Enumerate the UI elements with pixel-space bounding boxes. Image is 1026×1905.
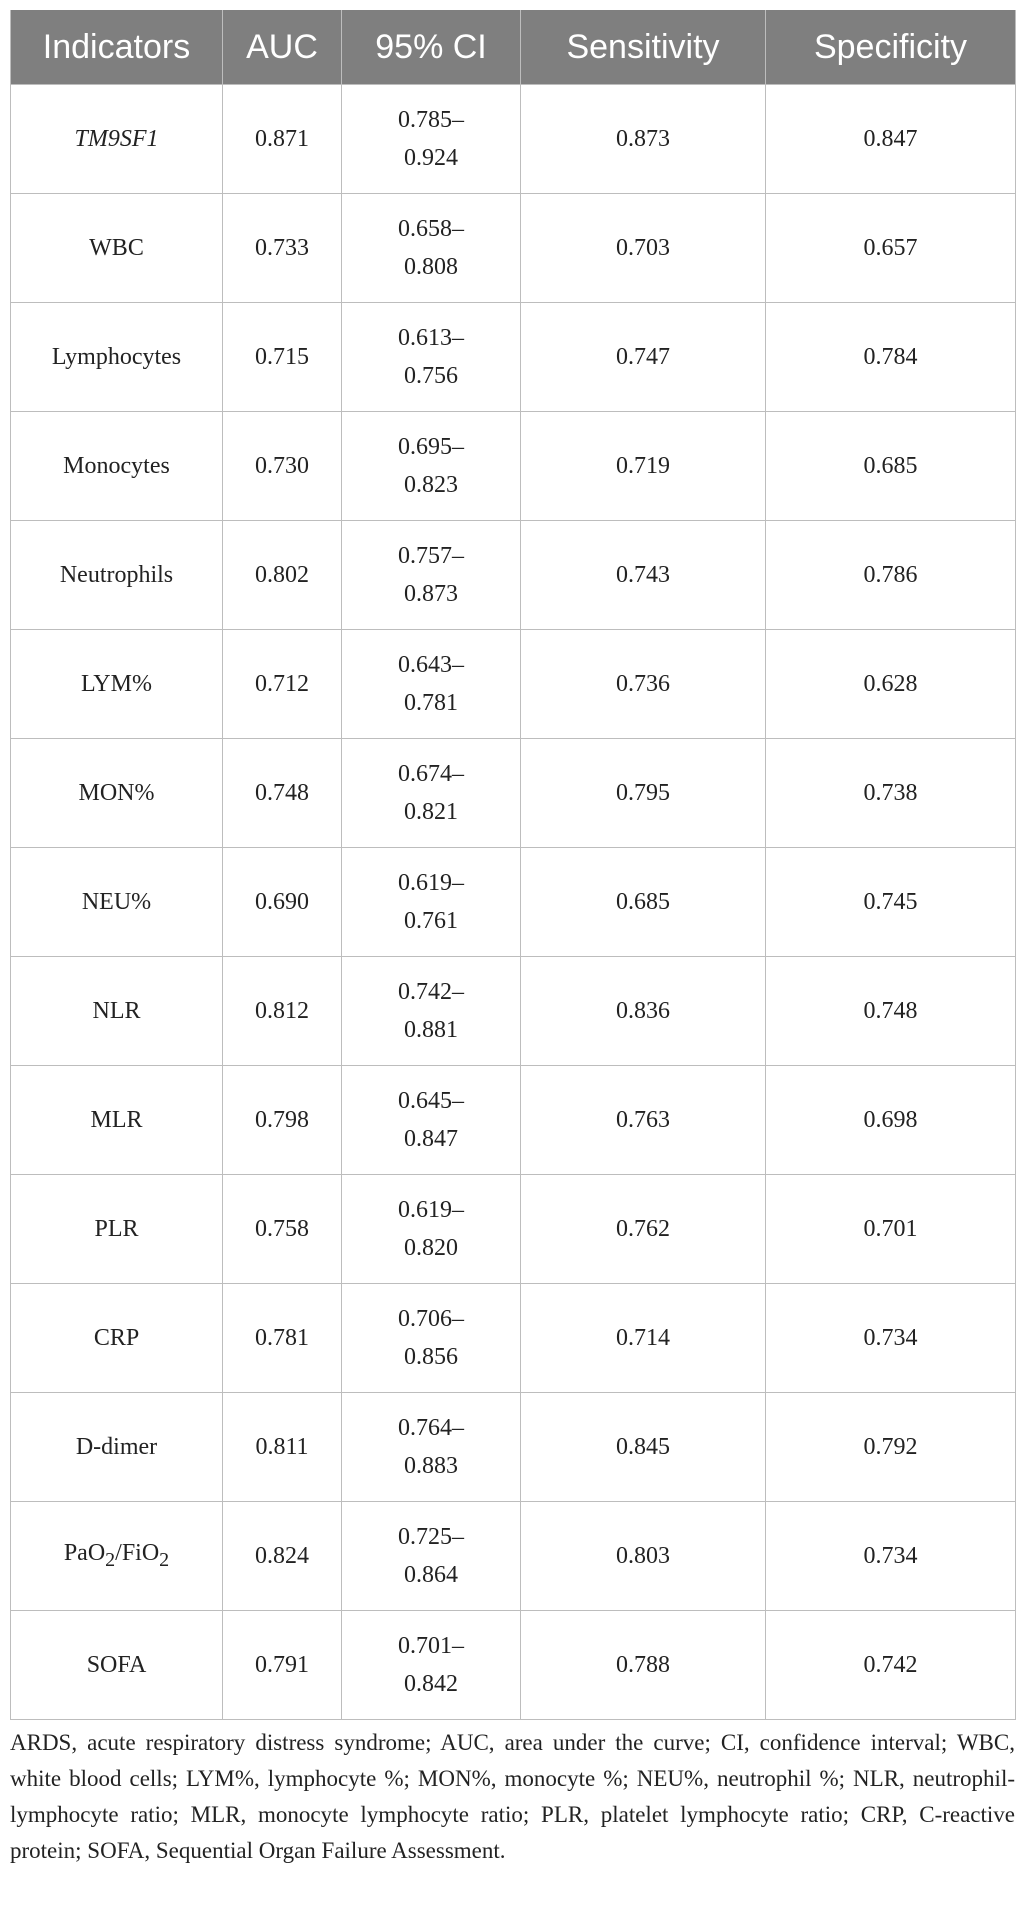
sensitivity-cell: 0.714 (521, 1284, 766, 1393)
indicator-label: Lymphocytes (51, 344, 182, 370)
ci-upper: 0.821 (404, 799, 458, 825)
sensitivity-cell: 0.836 (521, 957, 766, 1066)
indicator-cell (11, 1066, 223, 1175)
indicator-cell (11, 85, 223, 194)
ci-upper: 0.781 (404, 690, 458, 716)
indicator-label: NEU% (81, 889, 152, 915)
ci-upper: 0.924 (404, 145, 458, 171)
ci-upper: 0.856 (404, 1344, 458, 1370)
table-row (11, 848, 1016, 957)
specificity-cell: 0.745 (766, 848, 1016, 957)
indicator-cell (11, 1284, 223, 1393)
sensitivity-cell: 0.762 (521, 1175, 766, 1284)
specificity-cell: 0.792 (766, 1393, 1016, 1502)
sensitivity-cell: 0.788 (521, 1611, 766, 1720)
ci-cell (342, 521, 521, 630)
indicator-label: Neutrophils (59, 562, 174, 588)
ci-cell (342, 1066, 521, 1175)
ci-lower: 0.701– (398, 1633, 464, 1659)
auc-cell: 0.781 (223, 1284, 342, 1393)
auc-cell: 0.812 (223, 957, 342, 1066)
ci-upper: 0.761 (404, 908, 458, 934)
ci-upper: 0.756 (404, 363, 458, 389)
indicator-cell (11, 630, 223, 739)
specificity-cell: 0.786 (766, 521, 1016, 630)
indicator-label: SOFA (86, 1652, 147, 1678)
auc-cell: 0.824 (223, 1502, 342, 1611)
sensitivity-cell: 0.747 (521, 303, 766, 412)
indicator-label: TM9SF1 (74, 126, 159, 152)
header-sensitivity: Sensitivity (521, 10, 766, 85)
ci-lower: 0.658– (398, 216, 464, 242)
ci-lower: 0.785– (398, 107, 464, 133)
table-row (11, 1502, 1016, 1611)
indicator-cell (11, 848, 223, 957)
auc-cell: 0.798 (223, 1066, 342, 1175)
indicator-subscript: 2 (159, 1548, 170, 1571)
auc-cell: 0.730 (223, 412, 342, 521)
indicator-label: MLR (90, 1107, 143, 1133)
table-row (11, 1175, 1016, 1284)
auc-cell: 0.811 (223, 1393, 342, 1502)
auc-cell: 0.733 (223, 194, 342, 303)
ci-cell (342, 1175, 521, 1284)
table-row (11, 1066, 1016, 1175)
ci-cell (342, 1611, 521, 1720)
auc-cell: 0.715 (223, 303, 342, 412)
table-row (11, 1611, 1016, 1720)
table-body (11, 85, 1016, 1720)
specificity-cell: 0.784 (766, 303, 1016, 412)
specificity-cell: 0.742 (766, 1611, 1016, 1720)
table-row (11, 739, 1016, 848)
ci-cell (342, 194, 521, 303)
table-row (11, 1284, 1016, 1393)
ci-lower: 0.645– (398, 1088, 464, 1114)
ci-cell (342, 1284, 521, 1393)
ci-cell (342, 739, 521, 848)
specificity-cell: 0.628 (766, 630, 1016, 739)
specificity-cell: 0.734 (766, 1502, 1016, 1611)
sensitivity-cell: 0.803 (521, 1502, 766, 1611)
ci-cell (342, 630, 521, 739)
ci-lower: 0.742– (398, 979, 464, 1005)
indicator-label: WBC (89, 235, 144, 261)
indicator-cell (11, 412, 223, 521)
ci-upper: 0.881 (404, 1017, 458, 1043)
table-row (11, 630, 1016, 739)
ci-lower: 0.643– (398, 652, 464, 678)
specificity-cell: 0.685 (766, 412, 1016, 521)
auc-cell: 0.690 (223, 848, 342, 957)
ci-lower: 0.619– (398, 1197, 464, 1223)
indicator-cell (11, 1502, 223, 1611)
indicator-cell (11, 521, 223, 630)
indicator-label: CRP (93, 1325, 140, 1351)
header-row (11, 10, 1016, 85)
specificity-cell: 0.701 (766, 1175, 1016, 1284)
header-auc: AUC (223, 10, 342, 85)
ci-cell (342, 85, 521, 194)
indicator-cell (11, 1611, 223, 1720)
table-row (11, 303, 1016, 412)
ci-cell (342, 957, 521, 1066)
header-indicators: Indicators (11, 10, 223, 85)
auc-cell: 0.871 (223, 85, 342, 194)
header-ci: 95% CI (342, 10, 521, 85)
ci-upper: 0.823 (404, 472, 458, 498)
sensitivity-cell: 0.795 (521, 739, 766, 848)
auc-cell: 0.712 (223, 630, 342, 739)
ci-upper: 0.847 (404, 1126, 458, 1152)
specificity-cell: 0.738 (766, 739, 1016, 848)
indicator-cell (11, 303, 223, 412)
indicator-cell (11, 739, 223, 848)
indicator-text-part: /FiO (115, 1539, 160, 1566)
ci-upper: 0.820 (404, 1235, 458, 1261)
ci-lower: 0.764– (398, 1415, 464, 1441)
table-row (11, 412, 1016, 521)
sensitivity-cell: 0.736 (521, 630, 766, 739)
specificity-cell: 0.734 (766, 1284, 1016, 1393)
ci-cell (342, 848, 521, 957)
table-footnote: ARDS, acute respiratory distress syndrome; AUC, area under the curve; CI, confidence interval; WBC, white blood cells; LYM%, lymphocyte %; MON%, monocyte %; NEU%, neutrophil %; NLR, neutrophil-lymphocyte ratio; MLR, monocyte lymphocyte ratio; PLR, platelet lymphocyte ratio; CRP, C-reactive protein; SOFA, Sequential Organ Failure Assessment. (10, 1730, 1015, 1863)
ci-cell (342, 303, 521, 412)
ci-cell (342, 412, 521, 521)
ci-upper: 0.808 (404, 254, 458, 280)
sensitivity-cell: 0.703 (521, 194, 766, 303)
ci-cell (342, 1393, 521, 1502)
ci-lower: 0.757– (398, 543, 464, 569)
table-row (11, 957, 1016, 1066)
indicator-subscript: 2 (105, 1548, 116, 1571)
auc-cell: 0.802 (223, 521, 342, 630)
specificity-cell: 0.847 (766, 85, 1016, 194)
table-row (11, 85, 1016, 194)
auc-cell: 0.748 (223, 739, 342, 848)
sensitivity-cell: 0.719 (521, 412, 766, 521)
indicator-cell (11, 957, 223, 1066)
specificity-cell: 0.748 (766, 957, 1016, 1066)
indicator-label: MON% (78, 780, 155, 806)
indicator-text-part: PaO (63, 1539, 106, 1566)
specificity-cell: 0.657 (766, 194, 1016, 303)
ci-lower: 0.619– (398, 870, 464, 896)
table-row (11, 1393, 1016, 1502)
ci-upper: 0.864 (404, 1562, 458, 1588)
auc-cell: 0.758 (223, 1175, 342, 1284)
sensitivity-cell: 0.743 (521, 521, 766, 630)
roc-results-table (10, 10, 1016, 1720)
header-specificity: Specificity (766, 10, 1016, 85)
indicator-label: PLR (94, 1216, 139, 1242)
table-container (10, 10, 1015, 1720)
sensitivity-cell: 0.685 (521, 848, 766, 957)
ci-upper: 0.873 (404, 581, 458, 607)
ci-lower: 0.706– (398, 1306, 464, 1332)
indicator-cell (11, 1175, 223, 1284)
ci-upper: 0.842 (404, 1671, 458, 1697)
auc-cell: 0.791 (223, 1611, 342, 1720)
table-row (11, 194, 1016, 303)
ci-lower: 0.613– (398, 325, 464, 351)
ci-lower: 0.695– (398, 434, 464, 460)
indicator-cell (11, 194, 223, 303)
indicator-label: NLR (92, 998, 141, 1024)
ci-lower: 0.674– (398, 761, 464, 787)
sensitivity-cell: 0.873 (521, 85, 766, 194)
ci-cell (342, 1502, 521, 1611)
indicator-label: LYM% (81, 671, 152, 697)
sensitivity-cell: 0.845 (521, 1393, 766, 1502)
ci-lower: 0.725– (398, 1524, 464, 1550)
indicator-label: D-dimer (75, 1434, 158, 1460)
table-row (11, 521, 1016, 630)
table-header (11, 10, 1016, 85)
indicator-cell (11, 1393, 223, 1502)
sensitivity-cell: 0.763 (521, 1066, 766, 1175)
ci-upper: 0.883 (404, 1453, 458, 1479)
specificity-cell: 0.698 (766, 1066, 1016, 1175)
indicator-label: Monocytes (63, 453, 170, 479)
